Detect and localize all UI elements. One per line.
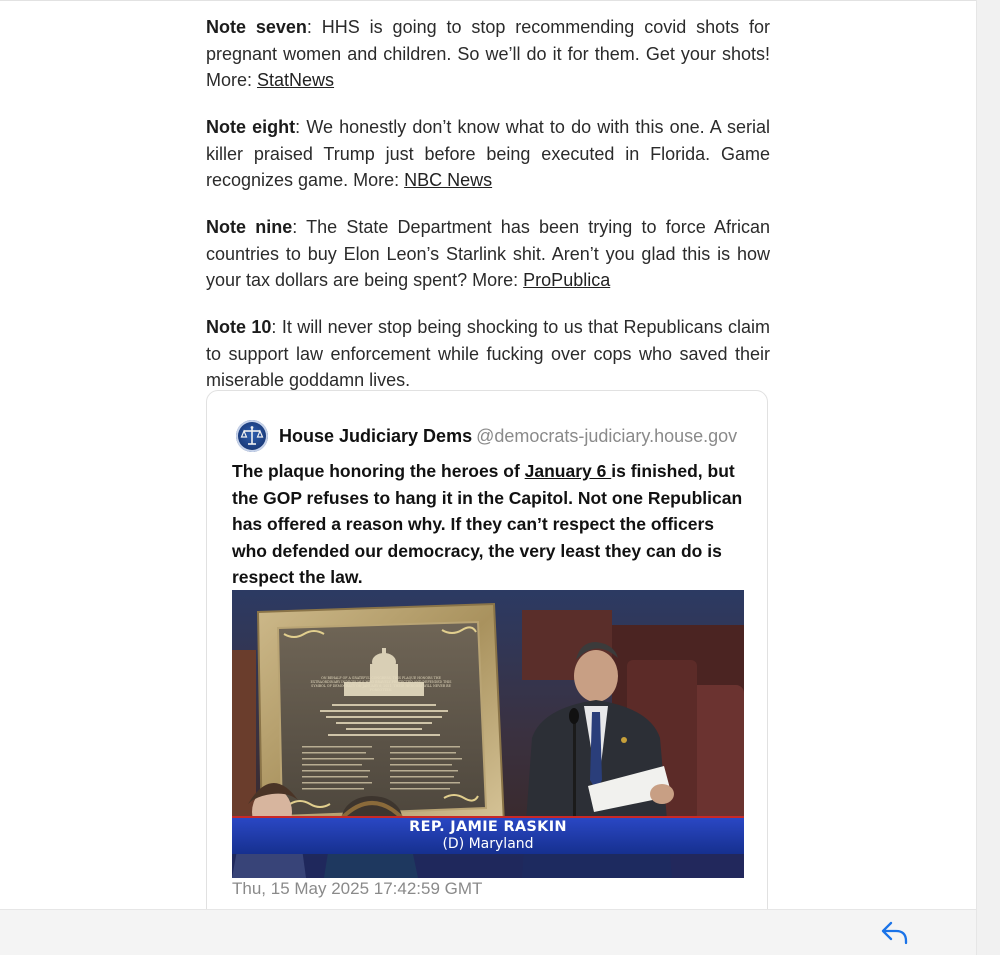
note-nine: [206, 214, 770, 294]
note-ten: [206, 314, 770, 394]
propublica-link[interactable]: ProPublica: [523, 270, 611, 290]
embedded-post[interactable]: [206, 390, 768, 950]
note-label: Note eight: [206, 117, 296, 137]
scales-of-justice-icon: [236, 420, 268, 452]
lower-third-name: REP. JAMIE RASKIN: [409, 819, 567, 835]
newsletter-body: [206, 14, 770, 414]
note-text: : We honestly don’t know what to do with this one. A serial killer praised Trump just before being executed in Florida. Game recognizes game. More:: [206, 117, 770, 190]
author-name[interactable]: House Judiciary Dems: [279, 425, 473, 446]
plaque-inscription: ON BEHALF OF A GRATEFUL CONGRESS, THIS PLAQUE HONORS THE EXTRAORDINARY INDIVIDUALS WHO BRAVELY PROTECTED AND DEFENDED THIS SYMBOL OF DEMOCRACY ON JANUARY 6, 2021. THEIR HEROISM WILL NEVER BE FORGOTTEN.: [310, 676, 452, 692]
post-author[interactable]: [236, 420, 737, 452]
post-timestamp: Thu, 15 May 2025 17:42:59 GMT: [232, 879, 483, 898]
note-seven: [206, 14, 770, 94]
note-label: Note seven: [206, 17, 307, 37]
bottom-toolbar: [0, 909, 976, 955]
note-text: : HHS is going to stop recommending covid shots for pregnant women and children. So we’ll do it for them. Get your shots! More:: [206, 17, 770, 90]
post-text-part: is finished, but the GOP refuses to hang it in the Capitol. Not one Republican has offered a reason why. If they can’t respect the officers who defended our democracy, the very least they can do is respect the law.: [232, 461, 743, 587]
january-6-link[interactable]: January 6: [524, 461, 612, 481]
scrollbar[interactable]: [976, 0, 1000, 955]
post-text: [232, 458, 747, 591]
note-label: Note nine: [206, 217, 293, 237]
nbc-news-link[interactable]: NBC News: [404, 170, 493, 190]
reply-icon: [880, 920, 910, 946]
top-divider: [0, 0, 976, 1]
note-eight: [206, 114, 770, 194]
note-label: Note 10: [206, 317, 272, 337]
note-text: : The State Department has been trying to force African countries to buy Elon Leon’s Starlink shit. Aren’t you glad this is how your tax dollars are being spent? More:: [206, 217, 770, 290]
post-text-part: The plaque honoring the heroes of: [232, 461, 525, 481]
note-text: : It will never stop being shocking to us that Republicans claim to support law enforcement while fucking over cops who saved their miserable goddamn lives.: [206, 317, 770, 390]
post-video-still[interactable]: [232, 590, 744, 878]
author-handle[interactable]: @democrats-judiciary.house.gov: [476, 425, 738, 446]
statnews-link[interactable]: StatNews: [257, 70, 335, 90]
lower-third-party: (D) Maryland: [442, 836, 534, 852]
avatar[interactable]: [236, 420, 268, 452]
reply-button[interactable]: [880, 920, 910, 946]
